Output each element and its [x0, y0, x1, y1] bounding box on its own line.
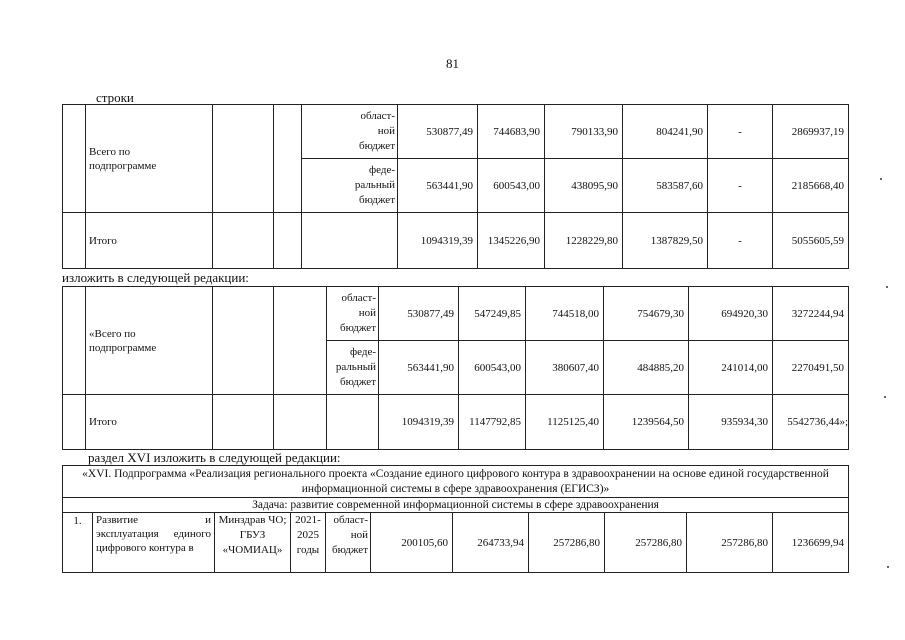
new-regional-value: 3272244,94 [773, 287, 849, 341]
new-regional-value: 754679,30 [604, 287, 689, 341]
cell-blank [213, 105, 274, 213]
old-federal-value: 583587,60 [623, 159, 708, 213]
cell-blank [274, 287, 327, 395]
subprogram-label: «Всего по подпрограмме [86, 287, 213, 395]
new-total-value: 1094319,39 [379, 395, 459, 450]
cell-blank [274, 213, 302, 269]
row-name: Развитие и эксплуатация единого цифрового контура в [93, 513, 215, 573]
row-budget: област- ной бюджет [326, 513, 371, 573]
intro-text: строки [96, 90, 134, 105]
new-federal-value: 2270491,50 [773, 341, 849, 395]
new-total-value: 5542736,44»; [773, 395, 849, 450]
row-period: 2021- 2025 годы [291, 513, 326, 573]
regional-budget-label: област- ной бюджет [327, 287, 379, 341]
old-total-value: 5055605,59 [773, 213, 849, 269]
old-federal-value: 2185668,40 [773, 159, 849, 213]
old-total-value: 1094319,39 [398, 213, 478, 269]
subprogram-label: Всего по подпрограмме [86, 105, 213, 213]
cell-blank [213, 395, 274, 450]
new-federal-value: 563441,90 [379, 341, 459, 395]
section-title: «XVI. Подпрограмма «Реализация регионального проекта «Создание единого цифрового контура в здравоохранении на основе единой государственной информационной системы в сфере здравоохранения (ЕГИСЗ)» [63, 466, 849, 498]
federal-budget-label: феде- ральный бюджет [302, 159, 398, 213]
row-value: 257286,80 [605, 513, 687, 573]
new-table [62, 286, 849, 450]
old-regional-value: 744683,90 [478, 105, 545, 159]
section-table [62, 465, 849, 573]
old-table [62, 104, 849, 269]
new-regional-value: 547249,85 [459, 287, 526, 341]
section-text: раздел XVI изложить в следующей редакции: [88, 450, 341, 465]
old-federal-value: 600543,00 [478, 159, 545, 213]
old-regional-value: 804241,90 [623, 105, 708, 159]
new-regional-value: 744518,00 [526, 287, 604, 341]
row-number: 1. [63, 513, 93, 573]
new-federal-value: 380607,40 [526, 341, 604, 395]
cell-blank [63, 105, 86, 213]
new-federal-value: 241014,00 [689, 341, 773, 395]
row-value: 257286,80 [529, 513, 605, 573]
cell-blank [327, 395, 379, 450]
scan-speck [884, 396, 886, 398]
scan-speck [887, 566, 889, 568]
row-executor: Минздрав ЧО; ГБУЗ «ЧОМИАЦ» [215, 513, 291, 573]
old-regional-value: - [708, 105, 773, 159]
middle-text: изложить в следующей редакции: [62, 270, 249, 285]
old-total-value: 1387829,50 [623, 213, 708, 269]
scan-speck [886, 286, 888, 288]
cell-blank [63, 287, 86, 395]
row-value: 200105,60 [371, 513, 453, 573]
total-label: Итого [86, 213, 213, 269]
total-label: Итого [86, 395, 213, 450]
new-total-value: 1147792,85 [459, 395, 526, 450]
federal-budget-label: феде- ральный бюджет [327, 341, 379, 395]
old-federal-value: 563441,90 [398, 159, 478, 213]
new-total-value: 935934,30 [689, 395, 773, 450]
new-total-value: 1239564,50 [604, 395, 689, 450]
cell-blank [213, 213, 274, 269]
new-federal-value: 484885,20 [604, 341, 689, 395]
new-regional-value: 530877,49 [379, 287, 459, 341]
regional-budget-label: област- ной бюджет [302, 105, 398, 159]
page-number: 81 [446, 56, 459, 71]
cell-blank [63, 213, 86, 269]
old-regional-value: 2869937,19 [773, 105, 849, 159]
cell-blank [63, 395, 86, 450]
cell-blank [213, 287, 274, 395]
cell-blank [274, 105, 302, 213]
old-federal-value: - [708, 159, 773, 213]
section-task: Задача: развитие современной информационной системы в сфере здравоохранения [63, 498, 849, 513]
cell-blank [302, 213, 398, 269]
old-total-value: - [708, 213, 773, 269]
new-federal-value: 600543,00 [459, 341, 526, 395]
old-total-value: 1345226,90 [478, 213, 545, 269]
new-total-value: 1125125,40 [526, 395, 604, 450]
scan-speck [880, 178, 882, 180]
row-value: 264733,94 [453, 513, 529, 573]
row-value: 257286,80 [687, 513, 773, 573]
old-total-value: 1228229,80 [545, 213, 623, 269]
new-regional-value: 694920,30 [689, 287, 773, 341]
old-federal-value: 438095,90 [545, 159, 623, 213]
old-regional-value: 790133,90 [545, 105, 623, 159]
old-regional-value: 530877,49 [398, 105, 478, 159]
row-value: 1236699,94 [773, 513, 849, 573]
cell-blank [274, 395, 327, 450]
